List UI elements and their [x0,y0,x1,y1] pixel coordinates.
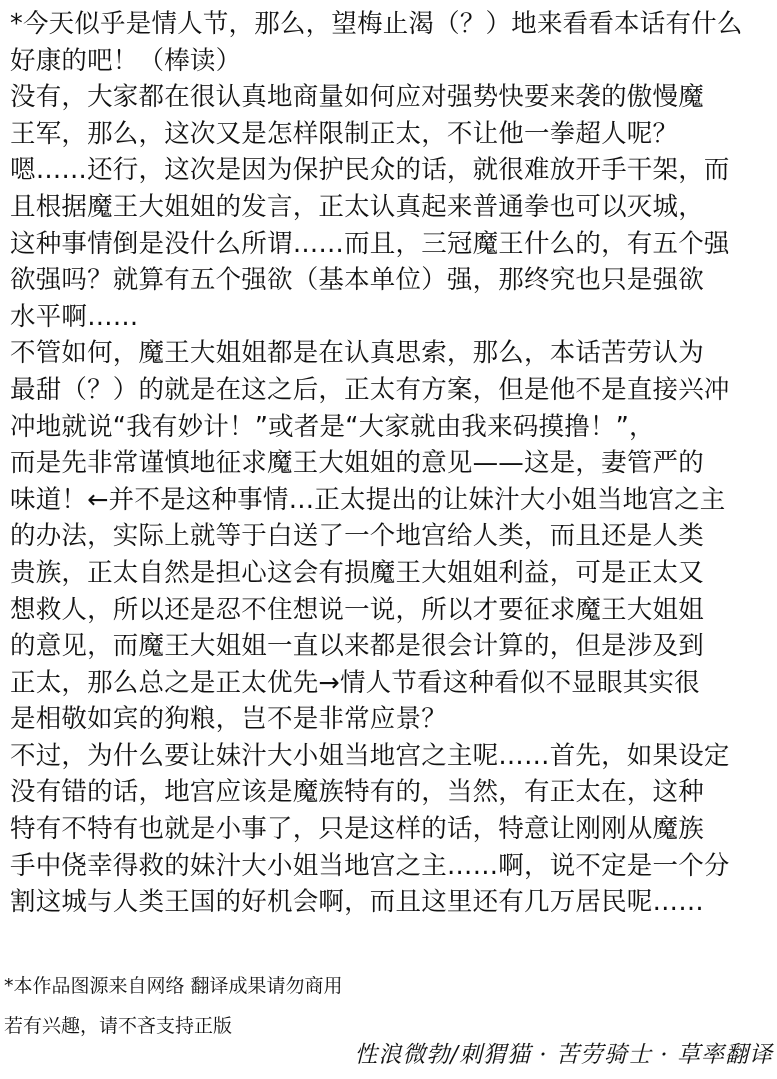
text-line: 不过，为什么要让妹汁大小姐当地宫之主呢……首先，如果设定 [10,740,730,771]
text-line: 的意见，而魔王大姐姐一直以来都是很会计算的，但是涉及到 [10,631,704,662]
text-line: 冲地就说“我有妙计！”或者是“大家就由我来码摸撸！”， [10,411,655,442]
main-text-block [10,6,777,921]
text-line: 贵族，正太自然是担心这会有损魔王大姐姐利益，可是正太又 [10,557,704,588]
text-line: 特有不特有也就是小事了，只是这样的话，特意让刚刚从魔族 [10,814,704,845]
translator-credits: 性浪微勃/刺猬猫 · 苦劳骑士 · 草率翻译 [354,1042,773,1068]
text-line: 割这城与人类王国的好机会啊，而且这里还有几万居民呢…… [10,887,704,918]
text-line: 水平啊…… [10,301,139,332]
support-note: 若有兴趣，请不吝支持正版 [4,1015,233,1037]
text-line: 没有错的话，地宫应该是魔族特有的，当然，有正太在，这种 [10,777,704,808]
text-line: 嗯……还行，这次是因为保护民众的话，就很难放开手干架，而 [10,155,730,186]
text-line: 的办法，实际上就等于白送了一个地宫给人类，而且还是人类 [10,521,704,552]
text-line: 没有，大家都在很认真地商量如何应对强势快要来袭的傲慢魔 [10,82,704,113]
text-line: 而是先非常谨慎地征求魔王大姐姐的意见——这是，妻管严的 [10,448,704,479]
text-line: 最甜（？）的就是在这之后，正太有方案，但是他不是直接兴冲 [10,374,730,405]
text-line: 好康的吧！（棒读） [10,45,242,76]
text-line: 欲强吗？就算有五个强欲（基本单位）强，那终究也只是强欲 [10,265,704,296]
text-line: 不管如何，魔王大姐姐都是在认真思索，那么，本话苦劳认为 [10,338,704,369]
disclaimer-note: *本作品图源来自网络 翻译成果请勿商用 [4,975,343,997]
text-line: 想救人，所以还是忍不住想说一说，所以才要征求魔王大姐姐 [10,594,704,625]
text-line: 味道！←并不是这种事情…正太提出的让妹汁大小姐当地宫之主 [10,484,726,515]
footer-notes [4,966,343,1046]
text-line: 手中侥幸得救的妹汁大小姐当地宫之主……啊，说不定是一个分 [10,850,730,881]
text-line: 是相敬如宾的狗粮，岂不是非常应景？ [10,704,447,735]
text-line: *今天似乎是情人节，那么，望梅止渴（？）地来看看本话有什么 [10,9,743,39]
text-line: 这种事情倒是没什么所谓……而且，三冠魔王什么的，有五个强 [10,228,730,259]
text-line: 正太，那么总之是正太优先→情人节看这种看似不显眼其实很 [10,667,700,698]
text-line: 王军，那么，这次又是怎样限制正太，不让他一拳超人呢？ [10,118,679,149]
text-line: 且根据魔王大姐姐的发言，正太认真起来普通拳也可以灭城， [10,191,704,222]
